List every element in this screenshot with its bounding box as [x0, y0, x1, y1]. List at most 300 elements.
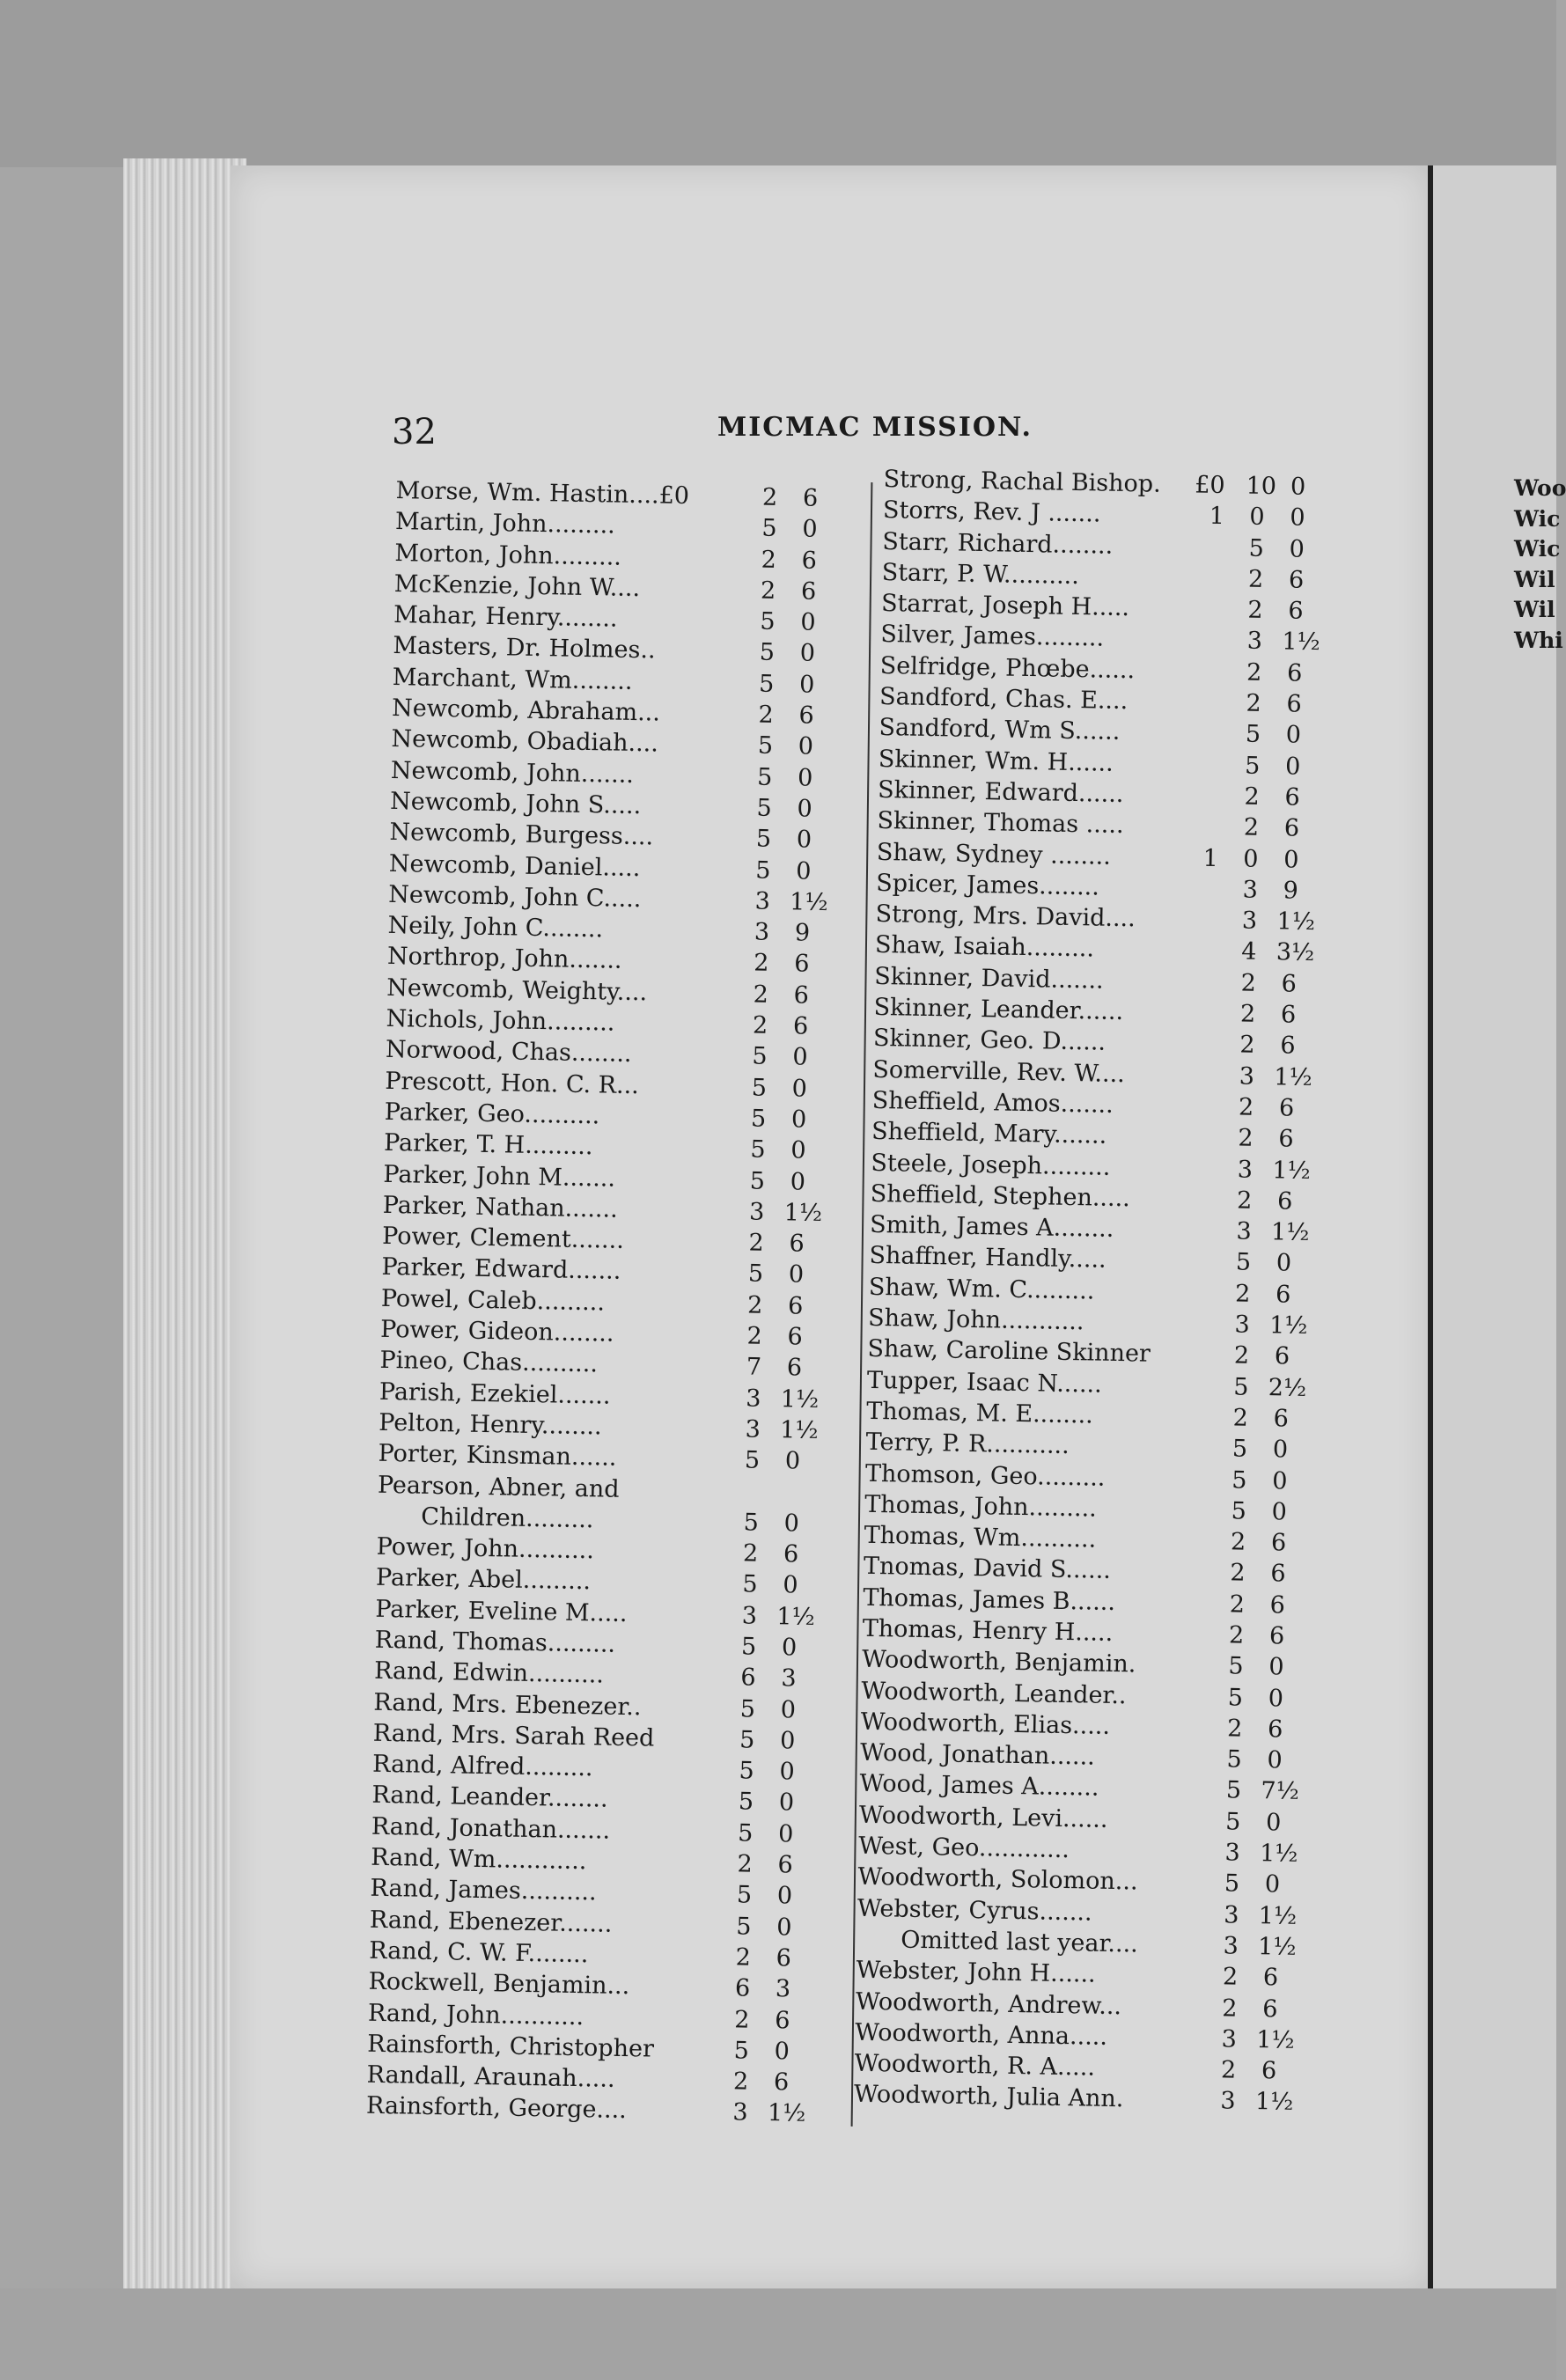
- subscriber-name: Marchant, Wm........: [392, 663, 633, 695]
- amount-pence: 0: [791, 1075, 808, 1103]
- amount-pence: 0: [797, 764, 813, 792]
- amount-pence: 0: [1284, 753, 1301, 781]
- amount-shillings: 3: [1221, 2025, 1238, 2053]
- subscriber-name: Randall, Araunah.....: [366, 2060, 615, 2093]
- amount-pence: 0: [1276, 1249, 1292, 1278]
- subscriber-name: Terry, P. R...........: [865, 1429, 1070, 1460]
- amount-pence: 0: [783, 1571, 798, 1599]
- adjacent-page: [1433, 165, 1566, 2296]
- amount-pence: 6: [786, 1354, 803, 1382]
- amount-pence: 0: [1271, 1498, 1288, 1526]
- subscriber-name: Woodworth, Anna.....: [855, 2018, 1108, 2051]
- amount-pence: 6: [1276, 1187, 1293, 1216]
- amount-shillings: 3: [1246, 628, 1263, 656]
- amount-shillings: 2: [737, 1850, 754, 1878]
- subscriber-name: Shaffner, Handly.....: [869, 1242, 1106, 1274]
- amount-shillings: 3: [745, 1385, 761, 1413]
- amount-pence: 6: [794, 950, 810, 979]
- amount-shillings: 2: [1238, 1093, 1254, 1121]
- amount-shillings: 5: [752, 1042, 768, 1071]
- amount-shillings: 2: [1233, 1341, 1250, 1370]
- adjacent-page-text: Wil: [1514, 566, 1555, 592]
- subscriber-name: Shaw, Isaiah.........: [874, 931, 1095, 963]
- amount-shillings: 5: [740, 1633, 757, 1661]
- amount-shillings: 2: [1230, 1559, 1246, 1588]
- amount-pence: 7½: [1261, 1777, 1300, 1806]
- amount-pence: 6: [775, 2006, 790, 2035]
- amount-pence: 6: [1284, 783, 1301, 812]
- amount-pence: 6: [787, 1292, 804, 1320]
- amount-shillings: 2: [746, 1322, 763, 1350]
- subscriber-name: Selfridge, Phœbe......: [879, 651, 1136, 685]
- amount-shillings: 5: [761, 514, 777, 543]
- subscriber-name: Rand, Jonathan.......: [371, 1812, 611, 1845]
- amount-pence: 1½: [1255, 2025, 1295, 2054]
- amount-shillings: 2: [1232, 1404, 1249, 1432]
- amount-pence: 6: [1280, 1032, 1296, 1061]
- subscriber-name: Shaw, Wm. C.........: [868, 1273, 1095, 1305]
- amount-shillings: 2: [748, 1229, 764, 1257]
- subscriber-name: Prescott, Hon. C. R...: [385, 1067, 640, 1099]
- amount-shillings: 2: [1244, 782, 1261, 811]
- amount-pence: 0: [792, 1043, 808, 1072]
- amount-shillings: 5: [1231, 1465, 1247, 1495]
- subscriber-name: Strong, Mrs. David....: [875, 900, 1136, 933]
- amount-shillings: 5: [759, 639, 776, 667]
- amount-shillings: 6: [734, 1974, 751, 2002]
- subscriber-name: Skinner, Geo. D......: [872, 1025, 1106, 1057]
- amount-pence: 0: [778, 1789, 795, 1818]
- amount-pence: 0: [800, 608, 816, 636]
- amount-pence: 0: [1283, 845, 1299, 874]
- subscriber-list-right: [854, 464, 1377, 2119]
- subscriber-name: Shaw, Sydney ........: [876, 838, 1112, 870]
- amount-pounds: 1: [1209, 503, 1225, 531]
- subscriber-name: Newcomb, Abraham...: [391, 694, 661, 727]
- amount-shillings: 5: [1231, 1435, 1248, 1463]
- amount-shillings: 2: [1246, 658, 1262, 687]
- amount-shillings: 3: [748, 1198, 765, 1226]
- subscriber-name: Woodworth, Julia Ann.: [853, 2081, 1124, 2113]
- amount-pence: 6: [800, 577, 817, 606]
- subscriber-name: Skinner, Leander......: [873, 993, 1124, 1026]
- amount-shillings: 2: [1226, 1715, 1243, 1743]
- subscriber-name: Parker, Geo..........: [384, 1098, 600, 1130]
- amount-pence: 6: [776, 1944, 792, 1972]
- amount-pence: 9: [1283, 877, 1299, 905]
- subscriber-name: Starr, P. W..........: [881, 558, 1080, 590]
- subscriber-name: Rand, C. W. F........: [368, 1936, 589, 1969]
- amount-pence: 3: [775, 1975, 791, 2003]
- amount-shillings: 5: [1225, 1776, 1242, 1805]
- amount-shillings: 2: [734, 2005, 750, 2034]
- amount-shillings: 5: [1248, 534, 1265, 562]
- amount-pence: 0: [797, 795, 813, 823]
- amount-shillings: 3: [1236, 1217, 1252, 1245]
- subscriber-name: Rand, Edwin..........: [373, 1657, 605, 1689]
- amount-pence: 1½: [780, 1385, 820, 1414]
- amount-shillings: 5: [754, 856, 771, 885]
- subscriber-name: Newcomb, Obadiah....: [391, 725, 659, 758]
- amount-shillings: 2: [1222, 1994, 1238, 2023]
- amount-pounds: £0: [1194, 471, 1225, 500]
- subscriber-name: Thomas, James B......: [863, 1583, 1116, 1616]
- amount-pence: 6: [1280, 1001, 1297, 1029]
- amount-shillings: 5: [750, 1135, 766, 1164]
- subscriber-name: Thomson, Geo.........: [864, 1459, 1106, 1492]
- subscriber-name: Tupper, Isaac N......: [866, 1366, 1103, 1399]
- amount-pence: 0: [790, 1106, 807, 1134]
- amount-shillings: 5: [743, 1509, 760, 1537]
- amount-pence: 0: [1272, 1436, 1289, 1464]
- subscriber-name: Thomas, M. E........: [865, 1397, 1094, 1429]
- subscriber-name: Woodworth, Leander..: [861, 1677, 1127, 1709]
- subscriber-name: Rand, Alfred.........: [371, 1750, 593, 1782]
- amount-pence: 1½: [1274, 1062, 1312, 1091]
- amount-pence: 0: [1265, 1808, 1282, 1837]
- subscriber-name: Newcomb, John S.....: [389, 787, 642, 820]
- amount-shillings: 5: [757, 731, 774, 760]
- amount-shillings: 5: [1224, 1869, 1240, 1899]
- subscriber-name: Spicer, James........: [875, 869, 1100, 901]
- subscriber-name: Thomas, Henry H.....: [862, 1614, 1114, 1647]
- subscriber-name: West, Geo............: [857, 1832, 1070, 1864]
- adjacent-page-text: Wic: [1514, 536, 1561, 562]
- amount-pence: 0: [784, 1447, 801, 1475]
- amount-pence: 6: [773, 2068, 790, 2097]
- amount-shillings: 5: [756, 794, 773, 822]
- subscriber-name: Sheffield, Stephen.....: [870, 1179, 1131, 1213]
- amount-shillings: 2: [1246, 689, 1261, 717]
- amount-shillings: 2: [752, 1011, 768, 1039]
- amount-shillings: 3: [754, 918, 770, 947]
- subscriber-name: Storrs, Rev. J .......: [882, 496, 1101, 528]
- amount-shillings: 5: [736, 1881, 753, 1910]
- amount-pence: 6: [1275, 1281, 1291, 1309]
- amount-shillings: 5: [760, 607, 776, 636]
- subscriber-name: Rand, James..........: [370, 1875, 597, 1906]
- subscriber-name: Rand, Thomas.........: [374, 1626, 616, 1658]
- subscriber-name: Parker, Eveline M.....: [375, 1595, 628, 1627]
- amount-shillings: 5: [1244, 752, 1261, 780]
- amount-pence: 3: [781, 1664, 797, 1693]
- amount-shillings: 5: [744, 1446, 761, 1474]
- amount-shillings: 2: [1234, 1280, 1251, 1308]
- amount-shillings: 5: [739, 1694, 756, 1723]
- amount-shillings: 5: [1232, 1373, 1249, 1401]
- subscriber-name: Morton, John.........: [394, 539, 622, 571]
- subscriber-name: Parker, Edward.......: [381, 1253, 621, 1286]
- subscriber-name: Rand, John...........: [367, 1999, 584, 2031]
- amount-pence: [779, 1477, 805, 1478]
- amount-pence: 1½: [789, 888, 828, 916]
- amount-pence: 1½: [1268, 1311, 1308, 1341]
- subscriber-name: Skinner, Wm. H......: [878, 745, 1114, 777]
- subscriber-name: Neily, John C........: [387, 912, 604, 944]
- subscriber-name: Morse, Wm. Hastin....£0: [395, 476, 690, 511]
- amount-pence: 1½: [776, 1602, 815, 1631]
- amount-shillings: 3: [1234, 1311, 1251, 1339]
- amount-pence: 0: [796, 826, 812, 854]
- amount-pence: 1½: [1272, 1156, 1312, 1185]
- amount-pence: 6: [1269, 1590, 1286, 1620]
- amount-shillings: 5: [735, 1913, 752, 1941]
- amount-pence: 6: [1270, 1529, 1287, 1557]
- subscriber-name: Powel, Caleb.........: [380, 1284, 606, 1317]
- subscriber-name: McKenzie, John W....: [393, 569, 641, 602]
- amount-shillings: 3: [1241, 907, 1258, 936]
- amount-shillings: 2: [1229, 1590, 1246, 1619]
- amount-shillings: 2: [761, 546, 777, 574]
- subscriber-name: Strong, Rachal Bishop.: [883, 465, 1161, 498]
- amount-shillings: 5: [737, 1819, 754, 1847]
- amount-shillings: 3: [741, 1602, 758, 1630]
- subscriber-name: Newcomb, John.......: [390, 756, 635, 789]
- amount-pence: 6: [1270, 1560, 1286, 1588]
- amount-pence: 1½: [783, 1199, 823, 1227]
- amount-pence: 6: [1262, 1964, 1279, 1992]
- amount-shillings: 3: [1239, 1062, 1255, 1091]
- amount-shillings: 5: [751, 1074, 768, 1102]
- amount-pence: 0: [1264, 1870, 1281, 1899]
- subscriber-name: Pearson, Abner, and: [377, 1471, 620, 1503]
- amount-shillings: 5: [1226, 1745, 1242, 1774]
- subscriber-name: Sandford, Chas. E....: [879, 683, 1129, 716]
- subscriber-name: Skinner, Thomas .....: [877, 807, 1124, 840]
- amount-pence: 6: [777, 1851, 794, 1879]
- amount-shillings: 2: [761, 483, 778, 511]
- subscriber-name: Rand, Wm............: [370, 1843, 587, 1876]
- amount-pence: 0: [802, 515, 818, 544]
- amount-shillings: 2: [1220, 2056, 1237, 2084]
- amount-shillings: 5: [755, 825, 772, 854]
- amount-shillings: 5: [742, 1570, 758, 1599]
- amount-pence: 0: [790, 1167, 806, 1196]
- subscriber-name: Parker, T. H.........: [383, 1129, 593, 1161]
- amount-shillings: 2: [1239, 1000, 1256, 1028]
- subscriber-name: Martin, John.........: [394, 508, 616, 540]
- subscriber-name: Parker, Abel.........: [375, 1564, 592, 1596]
- running-title: MICMAC MISSION.: [717, 412, 1033, 443]
- subscriber-name: Webster, Cyrus.......: [857, 1894, 1092, 1927]
- subscriber-name: Steele, Joseph.........: [871, 1149, 1111, 1181]
- amount-shillings: 5: [1227, 1683, 1244, 1712]
- subscriber-name: Sheffield, Amos.......: [871, 1086, 1114, 1119]
- adjacent-page-text: Whi: [1514, 627, 1563, 653]
- subscriber-name: Newcomb, Weighty....: [386, 973, 648, 1007]
- subscriber-name: Rockwell, Benjamin...: [368, 1967, 630, 2001]
- amount-pence: 0: [1285, 721, 1302, 750]
- subscriber-name: Woodworth, Levi......: [858, 1801, 1108, 1833]
- amount-pence: 0: [776, 1882, 793, 1910]
- amount-shillings: 2: [735, 1943, 752, 1972]
- amount-pence: 0: [1268, 1684, 1284, 1713]
- amount-shillings: 2: [732, 2068, 749, 2096]
- amount-pence: 1½: [1257, 1933, 1297, 1961]
- amount-pence: 6: [789, 1230, 805, 1258]
- subscriber-name: Rainsforth, George....: [365, 2092, 628, 2125]
- amount-shillings: 5: [758, 670, 775, 698]
- amount-pence: 0: [1272, 1466, 1288, 1495]
- amount-shillings: 5: [739, 1757, 754, 1785]
- amount-shillings: 2: [754, 949, 769, 978]
- amount-shillings: 5: [733, 2037, 750, 2065]
- page-number: 32: [392, 412, 437, 452]
- subscriber-name: Starr, Richard........: [882, 527, 1114, 560]
- amount-shillings: 0: [1249, 503, 1265, 532]
- amount-pence: 1½: [1270, 1218, 1310, 1247]
- subscriber-name: Woodworth, Andrew...: [855, 1987, 1122, 2020]
- amount-pence: 3½: [1276, 938, 1315, 967]
- amount-pence: 6: [1268, 1622, 1285, 1650]
- subscriber-name: Woodworth, R. A.....: [854, 2049, 1096, 2082]
- amount-pence: 1½: [779, 1416, 819, 1444]
- subscriber-name: Rand, Mrs. Sarah Reed: [372, 1719, 655, 1752]
- subscriber-name: Nichols, John.........: [386, 1004, 615, 1037]
- amount-shillings: 5: [1224, 1808, 1241, 1836]
- amount-pence: 6: [793, 981, 810, 1010]
- amount-shillings: 5: [1228, 1652, 1244, 1680]
- subscriber-name: Parker, Nathan.......: [382, 1191, 618, 1223]
- amount-pence: 6: [787, 1323, 804, 1351]
- amount-shillings: 2: [1239, 1031, 1255, 1060]
- subscriber-name: Newcomb, John C.....: [387, 880, 642, 914]
- subscriber-name: Power, Clement.......: [381, 1222, 625, 1255]
- subscriber-name: Silver, James.........: [880, 621, 1105, 653]
- amount-pence: 0: [799, 639, 816, 668]
- amount-shillings: 5: [750, 1105, 767, 1133]
- subscriber-name: Smith, James A........: [869, 1210, 1114, 1244]
- subscriber-name: Rainsforth, Christopher: [367, 2030, 655, 2063]
- amount-pence: 6: [1262, 1994, 1278, 2024]
- subscriber-name: Shaw, John...........: [867, 1304, 1084, 1336]
- amount-shillings: 2: [1247, 565, 1264, 593]
- amount-pence: 0: [779, 1727, 796, 1755]
- amount-pence: 0: [777, 1819, 794, 1848]
- amount-shillings: 10: [1246, 472, 1277, 501]
- subscriber-name: Pineo, Chas..........: [379, 1347, 599, 1378]
- subscriber-name: Omitted last year....: [900, 1926, 1139, 1958]
- amount-shillings: 5: [1235, 1248, 1252, 1277]
- amount-shillings: 2: [1243, 813, 1260, 842]
- amount-pence: 1½: [1259, 1840, 1298, 1868]
- subscriber-list-left: [366, 475, 889, 2131]
- subscriber-name: Thomas, John.........: [864, 1490, 1098, 1523]
- amount-pence: 6: [1261, 2057, 1277, 2085]
- amount-shillings: 2: [1236, 1186, 1253, 1215]
- amount-pence: 6: [1273, 1405, 1290, 1433]
- subscriber-name: Woodworth, Elias.....: [860, 1708, 1111, 1740]
- amount-shillings: 2: [1228, 1621, 1245, 1649]
- subscriber-name: Northrop, John.......: [386, 943, 622, 975]
- subscriber-name: Mahar, Henry........: [393, 601, 618, 633]
- amount-shillings: 3: [1223, 1901, 1239, 1929]
- scan-bottom: [0, 2288, 1556, 2380]
- subscriber-name: Sandford, Wm S......: [879, 714, 1121, 746]
- amount-pence: 1½: [1276, 907, 1316, 937]
- subscriber-name: Children.........: [421, 1502, 594, 1534]
- adjacent-page-text: Woo: [1514, 475, 1566, 501]
- adjacent-page-text: Wic: [1514, 505, 1561, 532]
- subscriber-name: Norwood, Chas........: [385, 1036, 632, 1069]
- amount-pence: 6: [1283, 814, 1300, 842]
- amount-shillings: 0: [1242, 845, 1259, 873]
- amount-shillings: 5: [747, 1260, 764, 1289]
- amount-pence: 0: [1267, 1746, 1283, 1774]
- amount-pence: 0: [779, 1758, 795, 1786]
- amount-shillings: 3: [732, 2098, 748, 2127]
- scan-background: [0, 0, 1556, 167]
- amount-pence: 0: [780, 1695, 797, 1724]
- amount-shillings: 3: [1237, 1156, 1254, 1184]
- book-page-edges: [123, 158, 246, 2297]
- subscriber-name: Tnomas, David S......: [863, 1553, 1112, 1585]
- amount-pence: 1½: [1282, 628, 1321, 657]
- amount-pence: 6: [1288, 566, 1305, 594]
- subscriber-name: Skinner, Edward......: [877, 775, 1124, 809]
- amount-pence: 0: [783, 1510, 800, 1538]
- subscriber-name: Rand, Leander........: [371, 1781, 608, 1814]
- amount-pence: 1½: [1258, 1901, 1298, 1930]
- amount-pence: 0: [1290, 503, 1305, 533]
- amount-shillings: 2: [1238, 1124, 1254, 1153]
- subscriber-name: Sheffield, Mary.......: [871, 1118, 1107, 1150]
- amount-pence: 0: [1268, 1653, 1284, 1681]
- amount-pence: 0: [781, 1634, 798, 1662]
- amount-shillings: 2: [742, 1539, 759, 1568]
- amount-pence: 0: [788, 1260, 805, 1289]
- amount-pounds: 1: [1202, 844, 1219, 872]
- subscriber-name: Rand, Ebenezer.......: [369, 1906, 613, 1938]
- subscriber-name: Woodworth, Solomon...: [857, 1863, 1138, 1896]
- amount-pence: 6: [802, 484, 819, 512]
- amount-pence: 6: [1274, 1342, 1290, 1370]
- amount-pence: 6: [1288, 597, 1304, 625]
- amount-pence: 0: [795, 856, 812, 885]
- subscriber-name: Somerville, Rev. W....: [872, 1055, 1126, 1088]
- subscriber-name: Starrat, Joseph H.....: [880, 590, 1130, 622]
- adjacent-page-text: Wil: [1514, 597, 1555, 622]
- amount-pence: 6: [1278, 1094, 1295, 1122]
- amount-pence: 0: [798, 671, 815, 699]
- subscriber-name: Shaw, Caroline Skinner: [867, 1335, 1151, 1369]
- amount-shillings: 5: [1245, 720, 1261, 749]
- amount-shillings: 5: [756, 763, 773, 791]
- subscriber-name: Newcomb, Daniel.....: [388, 849, 641, 882]
- amount-shillings: 2: [760, 577, 776, 605]
- amount-shillings: 3: [1224, 1839, 1241, 1867]
- subscriber-name: Woodworth, Benjamin.: [861, 1646, 1136, 1678]
- amount-shillings: 5: [738, 1788, 754, 1817]
- amount-shillings: 4: [1241, 937, 1257, 966]
- amount-pence: 0: [774, 2038, 790, 2066]
- amount-pence: 0: [790, 1136, 806, 1164]
- subscriber-name: Rand, Mrs. Ebenezer..: [373, 1688, 642, 1721]
- subscriber-name: Wood, James A........: [859, 1770, 1099, 1803]
- amount-shillings: 2: [1222, 1963, 1239, 1991]
- amount-pence: 6: [1267, 1715, 1283, 1744]
- amount-pence: 6: [783, 1540, 799, 1568]
- subscriber-name: Power, Gideon........: [379, 1315, 614, 1348]
- amount-pence: 9: [794, 919, 811, 947]
- amount-shillings: 5: [739, 1726, 755, 1754]
- amount-shillings: 2: [746, 1291, 763, 1319]
- amount-shillings: 2: [1230, 1528, 1246, 1556]
- amount-pence: 6: [792, 1012, 809, 1040]
- subscriber-name: Wood, Jonathan......: [859, 1738, 1096, 1771]
- subscriber-name: Masters, Dr. Holmes..: [393, 632, 656, 665]
- subscriber-name: Parish, Ezekiel.......: [379, 1377, 611, 1410]
